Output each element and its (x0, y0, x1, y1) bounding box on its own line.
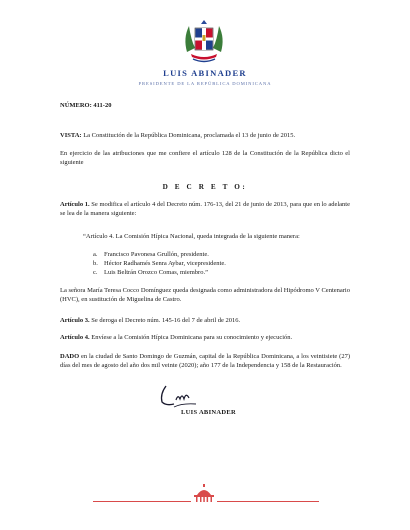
list-item (93, 250, 209, 259)
article-4-label: Artículo 4. (60, 334, 90, 341)
article-3-label: Artículo 3. (60, 317, 90, 324)
dado-text: en la ciudad de Santo Domingo de Guzmán, capital de la República Dominicana, a los veintisiete (27) días del mes de agosto del año dos mil veinte (2020); año 177 de la Independencia y 158 de la Restauración. (60, 353, 350, 370)
vista-text: La Constitución de la República Dominicana, proclamada el 13 de junio de 2015. (81, 132, 296, 139)
list-marker: b. (93, 260, 98, 267)
administrator-paragraph: La señora María Teresa Cocco Domínguez queda designada como administradora del Hipódromo V Centenario (HVC), en sustitución de Miguelina de Castro. (60, 287, 350, 304)
list-text: Francisco Pavonesa Grullón, presidente. (104, 251, 209, 258)
signature-icon (152, 380, 212, 410)
header-subtitle: PRESIDENTE DE LA REPÚBLICA DOMINICANA (138, 81, 272, 86)
list-text: Héctor Radhamés Senra Aybar, vicepresidente. (104, 260, 226, 267)
list-item (93, 259, 226, 268)
article-4 (60, 333, 350, 342)
decreto-title: D E C R E T O: (162, 183, 248, 191)
coat-of-arms-icon (181, 18, 227, 66)
list-text: Luis Beltrán Orozco Comas, miembro.” (104, 269, 208, 276)
article-1-text: Se modifica el artículo 4 del Decreto núm. 176-13, del 21 de junio de 2013, para que en lo adelante se lea de la manera siguiente: (60, 201, 350, 218)
article-4-text: Envíese a la Comisión Hípica Dominicana para su conocimiento y ejecución. (89, 334, 293, 341)
header-name: LUIS ABINADER (163, 68, 247, 78)
palace-dome-icon (191, 483, 217, 503)
list-marker: a. (93, 251, 98, 258)
ejercicio-paragraph: En ejercicio de las atribuciones que me confiere el artículo 128 de la Constitución de la República dicto el siguiente (60, 150, 350, 167)
dado-paragraph (60, 352, 350, 371)
article-3-text: Se deroga el Decreto núm. 145-16 del 7 de abril de 2016. (89, 317, 241, 324)
vista-paragraph (60, 131, 350, 140)
dado-label: DADO (60, 353, 80, 360)
quoted-article: “Artículo 4. La Comisión Hípica Nacional, queda integrada de la siguiente manera: (83, 233, 300, 240)
list-item (93, 268, 208, 277)
article-3 (60, 316, 350, 325)
article-1-label: Artículo 1. (60, 201, 90, 208)
decree-number: NÚMERO: 411-20 (60, 102, 112, 109)
article-1 (60, 200, 350, 219)
vista-label: VISTA: (60, 132, 82, 139)
signer-name: LUIS ABINADER (181, 409, 237, 416)
list-marker: c. (93, 269, 98, 276)
